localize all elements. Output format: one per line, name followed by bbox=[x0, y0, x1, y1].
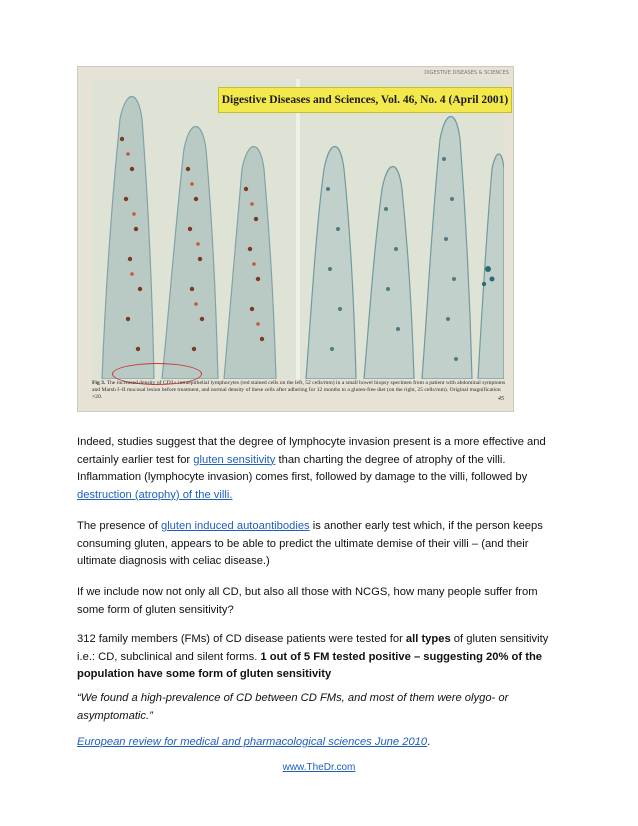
villi-destruction-link[interactable]: destruction (atrophy) of the villi. bbox=[77, 488, 233, 501]
micrograph-image bbox=[92, 79, 504, 379]
footer-website-link[interactable]: www.TheDr.com bbox=[282, 762, 356, 773]
caption-text: The increased density of CD3+ intraepithelial lymphocytes (red stained cells on the left, 52 cells/mm) in a small bowel biopsy specimen from a patient with abdominal symptoms and Marsh I–II mucosal lesion before treatment, and normal density of these cells after adhering for 12 months to a gluten-free diet (on the right, 25 cells/mm). Original magnification ×20. bbox=[92, 380, 506, 400]
paragraph-ncgs-question: If we include now not only all CD, but also all those with NCGS, how many people suffer from some form of gluten sensitivity? bbox=[77, 586, 538, 616]
journal-citation-label: Digestive Diseases and Sciences, Vol. 46, No. 4 (April 2001) bbox=[218, 87, 512, 113]
paragraph-source bbox=[77, 734, 567, 752]
journal-figure bbox=[77, 66, 514, 412]
p2-text-b: is another early test which, if the person keeps consuming gluten, appears to be able to predict the ultimate demise of their villi – (and their ultimate diagnosis with celiac disease.) bbox=[77, 520, 543, 568]
p4-text-a: 312 family members (FMs) of CD disease patients were tested for bbox=[77, 633, 406, 645]
european-review-link[interactable]: European review for medical and pharmacological sciences June 2010 bbox=[77, 736, 428, 748]
autoantibodies-link[interactable]: gluten induced autoantibodies bbox=[160, 520, 310, 532]
study-quote: “We found a high-prevalence of CD between CD FMs, and most of them were olygo- or asymptomatic.” bbox=[77, 692, 509, 722]
p1-text-a: Indeed, studies suggest that the degree of lymphocyte invasion present is a more effective and certainly earlier test for bbox=[77, 436, 546, 466]
source-period: . bbox=[427, 736, 431, 748]
caption-label: Fig 3. bbox=[92, 380, 106, 386]
paragraph-autoantibodies bbox=[77, 518, 567, 571]
p1-text-b: than charting the degree of atrophy of the villi. Inflammation (lymphocyte invasion) comes first, followed by damage to the villi, followed by bbox=[77, 453, 528, 484]
scan-code: DIGESTIVE DISEASES & SCIENCES bbox=[424, 70, 509, 76]
micrograph-illustration bbox=[92, 79, 504, 379]
paragraph-family-study bbox=[77, 631, 567, 684]
paragraph-lymphocyte-test bbox=[77, 434, 567, 504]
figure-page-number: 45 bbox=[498, 395, 504, 402]
p4-bold-result: 1 out of 5 FM tested positive – suggesting 20% of the population have some form of gluten sensitivity bbox=[77, 650, 543, 681]
figure-caption bbox=[92, 380, 506, 400]
p4-text-b: of gluten sensitivity i.e.: CD, subclinical and silent forms. bbox=[77, 633, 549, 663]
p4-bold-all-types: all types bbox=[405, 633, 451, 645]
p2-text-a: The presence of bbox=[77, 520, 161, 532]
gluten-sensitivity-link[interactable]: gluten sensitivity bbox=[193, 453, 276, 466]
